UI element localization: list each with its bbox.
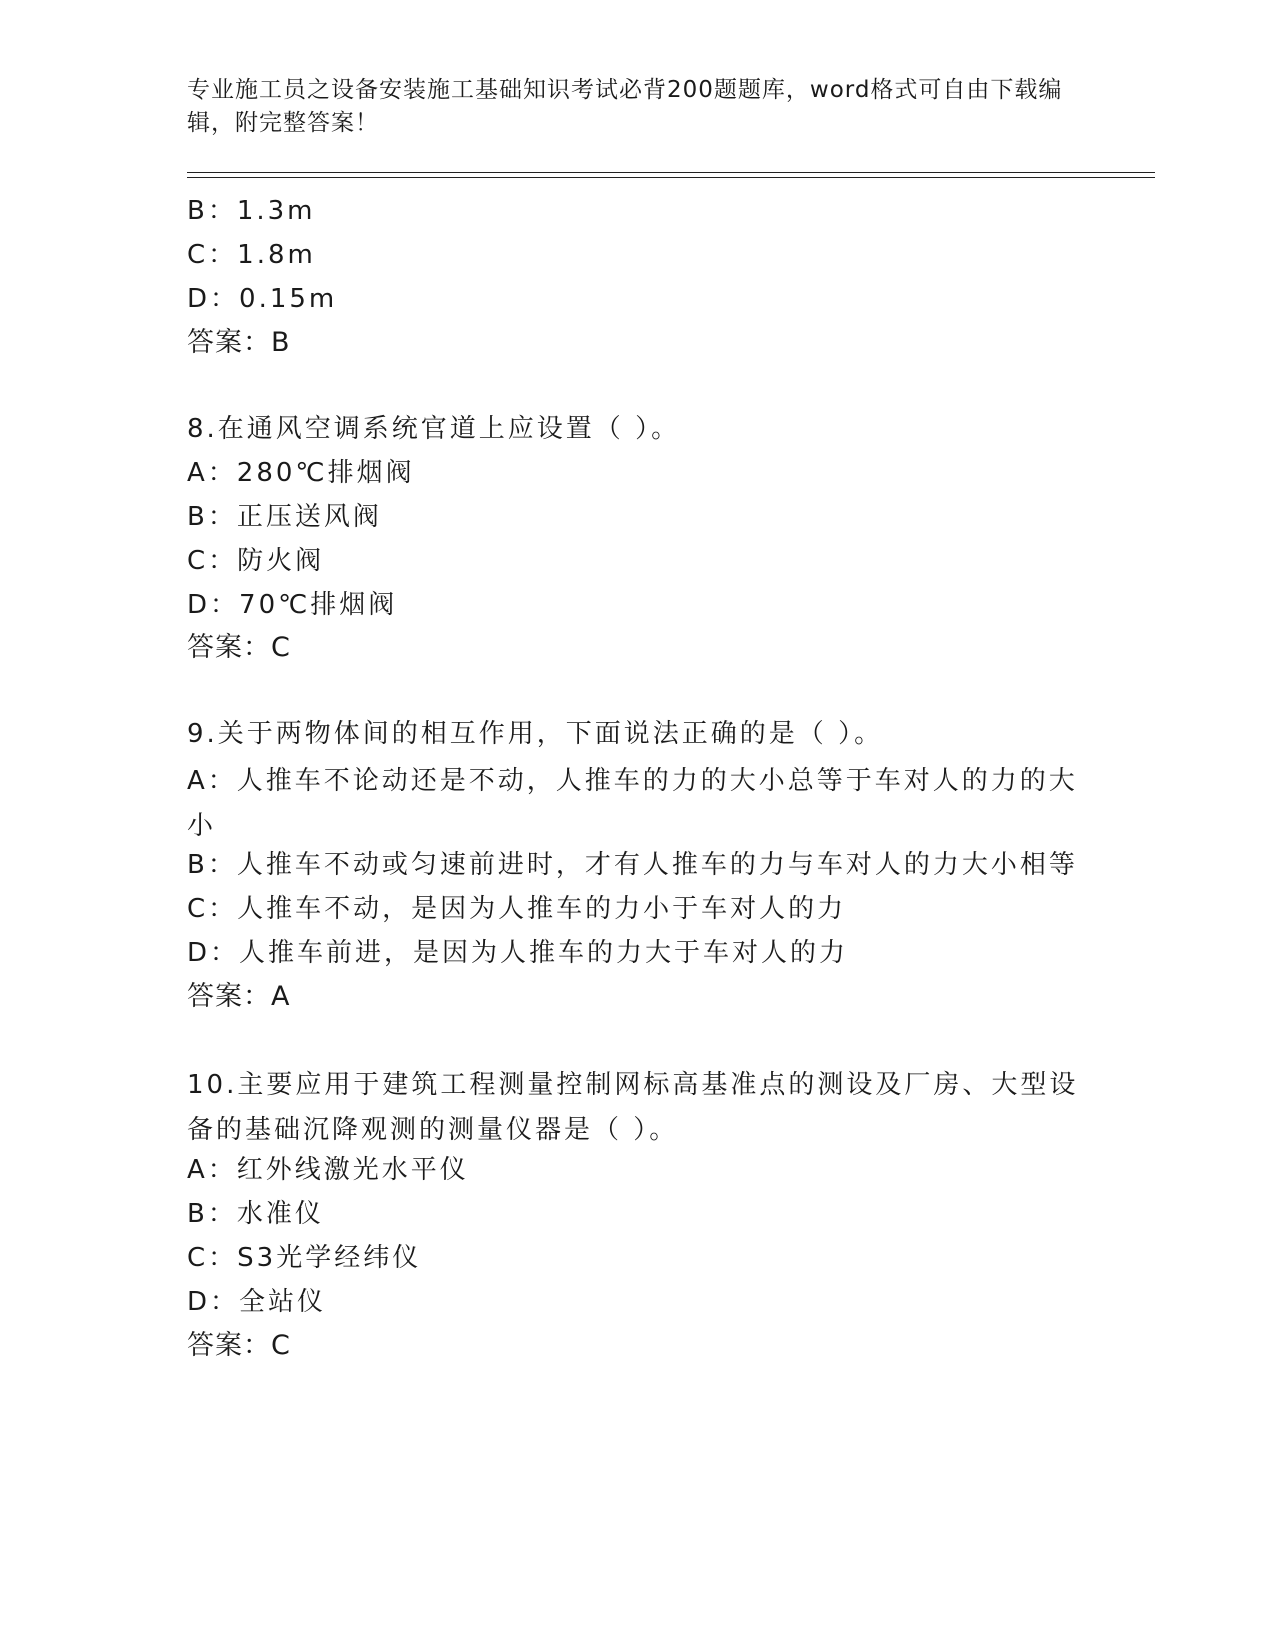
q9-question: 9.关于两物体间的相互作用，下面说法正确的是（ ）。 bbox=[187, 719, 884, 749]
header-rule-bottom bbox=[187, 177, 1155, 178]
header-rule-top bbox=[187, 172, 1155, 173]
q7-option-b: B：1.3m bbox=[187, 196, 316, 226]
q8-option-c: C：防火阀 bbox=[187, 546, 325, 576]
document-header: 专业施工员之设备安装施工基础知识考试必背200题题库，word格式可自由下载编辑，附完整答案！ bbox=[187, 77, 1063, 136]
q7-option-d: D：0.15m bbox=[187, 284, 338, 314]
q10-answer: 答案：C bbox=[187, 1330, 291, 1361]
q9-option-b: B：人推车不动或匀速前进时，才有人推车的力与车对人的力大小相等 bbox=[187, 850, 1078, 880]
q8-option-d: D：70℃排烟阀 bbox=[187, 590, 398, 620]
q7-answer: 答案：B bbox=[187, 327, 291, 358]
q8-answer: 答案：C bbox=[187, 632, 291, 663]
q10-option-c: C：S3光学经纬仪 bbox=[187, 1243, 422, 1273]
q10-question: 10.主要应用于建筑工程测量控制网标高基准点的测设及厂房、大型设备的基础沉降观测的测量仪器是（ ）。 bbox=[187, 1070, 1079, 1145]
q9-option-a: A：人推车不论动还是不动，人推车的力的大小总等于车对人的力的大小 bbox=[187, 766, 1078, 841]
q9-answer: 答案：A bbox=[187, 981, 291, 1012]
q10-option-a: A：红外线激光水平仪 bbox=[187, 1155, 469, 1185]
q8-option-b: B：正压送风阀 bbox=[187, 502, 382, 532]
q10-option-d: D：全站仪 bbox=[187, 1287, 327, 1317]
q8-option-a: A：280℃排烟阀 bbox=[187, 458, 415, 488]
q10-option-b: B：水准仪 bbox=[187, 1199, 324, 1229]
q9-option-d: D：人推车前进，是因为人推车的力大于车对人的力 bbox=[187, 938, 849, 968]
q9-option-c: C：人推车不动，是因为人推车的力小于车对人的力 bbox=[187, 894, 847, 924]
q7-option-c: C：1.8m bbox=[187, 240, 316, 270]
q8-question: 8.在通风空调系统官道上应设置（ ）。 bbox=[187, 414, 681, 444]
